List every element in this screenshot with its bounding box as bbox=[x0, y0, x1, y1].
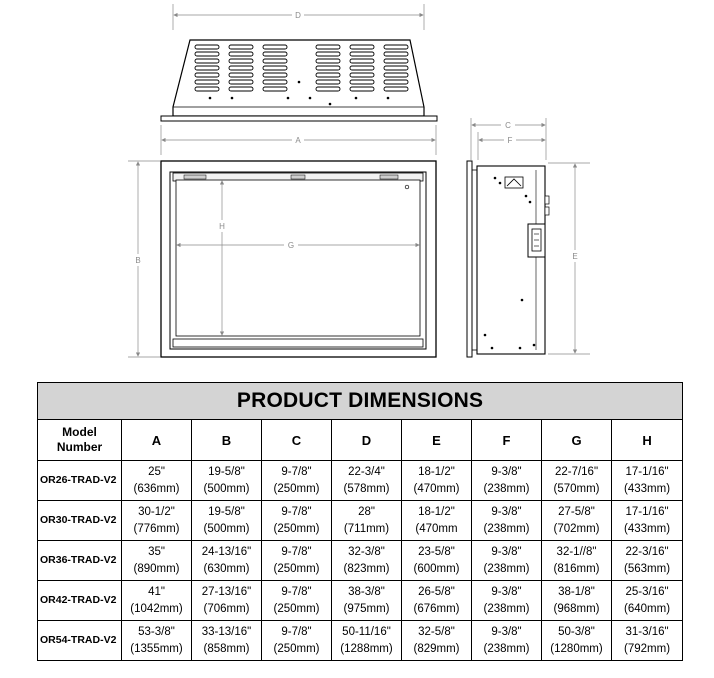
dimension-inches: 9-3/8" bbox=[491, 585, 522, 598]
dimension-cell-a bbox=[122, 581, 192, 621]
dimension-inches: 38-3/8" bbox=[348, 585, 385, 598]
dimension-millimeters: (238mm) bbox=[483, 522, 530, 535]
dimension-inches: 32-5/8" bbox=[418, 625, 455, 638]
dimension-inches: 9-3/8" bbox=[491, 545, 522, 558]
dimension-inches: 32-3/8" bbox=[348, 545, 385, 558]
dimension-inches: 28" bbox=[358, 505, 375, 518]
column-header-c: C bbox=[262, 420, 332, 461]
column-header-d: D bbox=[332, 420, 402, 461]
dimension-label-d: D bbox=[295, 11, 301, 20]
dimension-millimeters: (711mm) bbox=[343, 522, 390, 535]
table-row bbox=[38, 461, 683, 501]
dimension-cell-g bbox=[542, 581, 612, 621]
vent-slot bbox=[195, 80, 219, 84]
dimension-cell-d bbox=[332, 581, 402, 621]
vent-slot bbox=[384, 52, 408, 56]
dimension-inches: 18-1/2" bbox=[418, 465, 455, 478]
dimension-inches: 9-7/8" bbox=[281, 465, 312, 478]
dimension-millimeters: (433mm) bbox=[624, 482, 671, 495]
dimension-cell-c bbox=[262, 581, 332, 621]
dimension-millimeters: (500mm) bbox=[203, 482, 250, 495]
dimension-millimeters: (975mm) bbox=[343, 602, 390, 615]
dimension-cell-b bbox=[192, 621, 262, 661]
vent-slot bbox=[229, 59, 253, 63]
dimension-inches: 32-1//8" bbox=[556, 545, 597, 558]
dimension-label-c: C bbox=[505, 121, 511, 130]
dimension-cell-f bbox=[472, 541, 542, 581]
dimension-inches: 50-11/16" bbox=[342, 625, 391, 638]
dimension-millimeters: (1288mm) bbox=[340, 642, 393, 655]
model-number-cell: OR42-TRAD-V2 bbox=[38, 581, 122, 621]
dimension-millimeters: (1280mm) bbox=[550, 642, 603, 655]
dimension-cell-a bbox=[122, 461, 192, 501]
vent-slot bbox=[263, 52, 287, 56]
dimension-cell-b bbox=[192, 501, 262, 541]
dimension-millimeters: (706mm) bbox=[203, 602, 250, 615]
dimension-inches: 22-7/16" bbox=[554, 465, 599, 478]
vent-slot bbox=[384, 73, 408, 77]
dimension-millimeters: (858mm) bbox=[203, 642, 250, 655]
vent-slot bbox=[316, 87, 340, 91]
dimension-cell-e bbox=[402, 581, 472, 621]
model-number-cell: OR30-TRAD-V2 bbox=[38, 501, 122, 541]
dimension-cell-g bbox=[542, 621, 612, 661]
vent-slot bbox=[384, 59, 408, 63]
dimension-cell-h bbox=[612, 461, 683, 501]
vent-slot bbox=[195, 73, 219, 77]
dimension-millimeters: (1355mm) bbox=[130, 642, 183, 655]
dimension-inches: 27-5/8" bbox=[558, 505, 595, 518]
table-row bbox=[38, 621, 683, 661]
vent-slot bbox=[195, 52, 219, 56]
header-model-line1: Model bbox=[62, 425, 97, 439]
dimension-cell-a bbox=[122, 541, 192, 581]
vent-slot bbox=[350, 87, 374, 91]
dimension-cell-c bbox=[262, 541, 332, 581]
column-header-g: G bbox=[542, 420, 612, 461]
table-body bbox=[38, 461, 683, 661]
dimension-millimeters: (578mm) bbox=[343, 482, 390, 495]
dimension-millimeters: (630mm) bbox=[203, 562, 250, 575]
dimension-millimeters: (570mm) bbox=[553, 482, 600, 495]
dimension-millimeters: (500mm) bbox=[203, 522, 250, 535]
dimension-cell-f bbox=[472, 501, 542, 541]
vent-slot bbox=[195, 59, 219, 63]
vent-slot bbox=[229, 66, 253, 70]
vent-slot bbox=[229, 73, 253, 77]
vent-slot bbox=[263, 45, 287, 49]
column-header-a: A bbox=[122, 420, 192, 461]
vent-slot bbox=[263, 59, 287, 63]
dimension-millimeters: (600mm) bbox=[413, 562, 460, 575]
dimension-inches: 35" bbox=[148, 545, 165, 558]
dimension-cell-g bbox=[542, 541, 612, 581]
dimension-cell-e bbox=[402, 621, 472, 661]
dimension-millimeters: (829mm) bbox=[413, 642, 460, 655]
vent-slot bbox=[263, 73, 287, 77]
dimension-millimeters: (238mm) bbox=[483, 602, 530, 615]
vent-slot bbox=[316, 45, 340, 49]
dimension-cell-b bbox=[192, 541, 262, 581]
vent-slot bbox=[350, 45, 374, 49]
header-model-line2: Number bbox=[56, 440, 103, 454]
dimension-millimeters: (1042mm) bbox=[130, 602, 183, 615]
dimension-inches: 19-5/8" bbox=[208, 465, 245, 478]
top-view-body bbox=[173, 40, 424, 116]
dimension-cell-e bbox=[402, 541, 472, 581]
dimension-label-f: F bbox=[507, 136, 513, 145]
dimension-millimeters: (563mm) bbox=[624, 562, 671, 575]
vent-slot bbox=[316, 52, 340, 56]
dimension-cell-d bbox=[332, 501, 402, 541]
table-header-row bbox=[38, 420, 683, 461]
model-number-cell: OR54-TRAD-V2 bbox=[38, 621, 122, 661]
model-number-cell: OR26-TRAD-V2 bbox=[38, 461, 122, 501]
dimension-label-g: G bbox=[287, 241, 295, 250]
dimension-cell-g bbox=[542, 461, 612, 501]
dimension-inches: 41" bbox=[148, 585, 165, 598]
dimension-millimeters: (702mm) bbox=[553, 522, 600, 535]
dimension-inches: 19-5/8" bbox=[208, 505, 245, 518]
vent-slot bbox=[316, 80, 340, 84]
dimension-millimeters: (823mm) bbox=[343, 562, 390, 575]
vent-slot bbox=[229, 80, 253, 84]
dimension-millimeters: (250mm) bbox=[273, 522, 320, 535]
dimension-inches: 25-3/16" bbox=[625, 585, 669, 598]
dimension-millimeters: (816mm) bbox=[553, 562, 600, 575]
column-header-b: B bbox=[192, 420, 262, 461]
dimension-inches: 33-13/16" bbox=[201, 625, 252, 638]
dimension-cell-a bbox=[122, 501, 192, 541]
vent-slot bbox=[350, 66, 374, 70]
dimension-label-e: E bbox=[572, 252, 578, 261]
vent-slot bbox=[384, 45, 408, 49]
dimension-cell-f bbox=[472, 461, 542, 501]
dimension-inches: 22-3/16" bbox=[625, 545, 669, 558]
dimension-inches: 24-13/16" bbox=[201, 545, 252, 558]
table-title: PRODUCT DIMENSIONS bbox=[38, 383, 683, 420]
dimension-millimeters: (250mm) bbox=[273, 482, 320, 495]
table-row bbox=[38, 501, 683, 541]
dimension-inches: 9-7/8" bbox=[281, 625, 312, 638]
dimension-cell-b bbox=[192, 461, 262, 501]
column-header-h: H bbox=[612, 420, 683, 461]
dimension-millimeters: (968mm) bbox=[553, 602, 600, 615]
dimension-cell-h bbox=[612, 541, 683, 581]
column-header-e: E bbox=[402, 420, 472, 461]
dimension-cell-b bbox=[192, 581, 262, 621]
vent-slot bbox=[195, 66, 219, 70]
dimension-cell-g bbox=[542, 501, 612, 541]
dimension-cell-c bbox=[262, 621, 332, 661]
dimension-millimeters: (238mm) bbox=[483, 562, 530, 575]
dimension-inches: 23-5/8" bbox=[418, 545, 455, 558]
vent-slot bbox=[229, 87, 253, 91]
dimension-inches: 9-3/8" bbox=[491, 505, 522, 518]
dimension-cell-d bbox=[332, 541, 402, 581]
dimension-millimeters: (238mm) bbox=[483, 482, 530, 495]
vent-slot bbox=[195, 45, 219, 49]
dimension-cell-d bbox=[332, 621, 402, 661]
dimension-inches: 9-3/8" bbox=[491, 625, 522, 638]
dimension-cell-d bbox=[332, 461, 402, 501]
dimension-cell-e bbox=[402, 461, 472, 501]
vent-slot bbox=[263, 80, 287, 84]
vent-slot bbox=[350, 52, 374, 56]
dimension-millimeters: (890mm) bbox=[133, 562, 180, 575]
dimension-millimeters: (250mm) bbox=[273, 642, 320, 655]
dimension-inches: 9-7/8" bbox=[281, 545, 312, 558]
dimension-inches: 38-1/8" bbox=[558, 585, 595, 598]
vent-slot bbox=[350, 80, 374, 84]
side-view-drawing bbox=[467, 118, 590, 357]
vent-slot bbox=[350, 59, 374, 63]
dimension-cell-c bbox=[262, 461, 332, 501]
table-row bbox=[38, 541, 683, 581]
vent-slot bbox=[384, 80, 408, 84]
dimension-inches: 17-1/16" bbox=[625, 465, 669, 478]
product-dimensions-table bbox=[37, 382, 683, 661]
dimension-millimeters: (640mm) bbox=[624, 602, 671, 615]
dimension-inches: 30-1/2" bbox=[138, 505, 175, 518]
header-model-number bbox=[38, 420, 122, 461]
dimension-inches: 22-3/4" bbox=[348, 465, 385, 478]
dimension-inches: 25" bbox=[148, 465, 165, 478]
vent-slot bbox=[263, 66, 287, 70]
dimension-cell-f bbox=[472, 581, 542, 621]
dimension-millimeters: (636mm) bbox=[133, 482, 180, 495]
dimension-inches: 17-1/16" bbox=[625, 505, 669, 518]
dimension-inches: 9-7/8" bbox=[281, 505, 312, 518]
dimension-millimeters: (470mm bbox=[415, 522, 458, 535]
vent-slot bbox=[316, 66, 340, 70]
table-row bbox=[38, 581, 683, 621]
vent-slot bbox=[195, 87, 219, 91]
vent-slot bbox=[384, 66, 408, 70]
dimension-inches: 53-3/8" bbox=[138, 625, 175, 638]
dimension-cell-e bbox=[402, 501, 472, 541]
dimension-millimeters: (792mm) bbox=[624, 642, 671, 655]
dimension-millimeters: (238mm) bbox=[483, 642, 530, 655]
dimension-inches: 31-3/16" bbox=[625, 625, 669, 638]
vent-slot bbox=[229, 45, 253, 49]
side-body bbox=[477, 166, 545, 354]
dimension-inches: 27-13/16" bbox=[201, 585, 252, 598]
dimension-inches: 26-5/8" bbox=[418, 585, 455, 598]
dimension-label-b: B bbox=[135, 256, 141, 265]
vent-slot bbox=[229, 52, 253, 56]
dimension-cell-h bbox=[612, 621, 683, 661]
dimension-millimeters: (250mm) bbox=[273, 562, 320, 575]
dimension-label-a: A bbox=[295, 136, 301, 145]
front-view-drawing bbox=[128, 125, 436, 357]
model-number-cell: OR36-TRAD-V2 bbox=[38, 541, 122, 581]
side-front-frame bbox=[467, 161, 472, 357]
dimension-inches: 9-3/8" bbox=[491, 465, 522, 478]
dimension-inches: 18-1/2" bbox=[418, 505, 455, 518]
dimension-inches: 50-3/8" bbox=[558, 625, 595, 638]
dimension-cell-f bbox=[472, 621, 542, 661]
dimension-millimeters: (433mm) bbox=[624, 522, 671, 535]
vent-slot bbox=[316, 59, 340, 63]
dimension-cell-a bbox=[122, 621, 192, 661]
dimension-millimeters: (250mm) bbox=[273, 602, 320, 615]
dimension-millimeters: (470mm) bbox=[413, 482, 460, 495]
vent-slot bbox=[263, 87, 287, 91]
vent-slot bbox=[384, 87, 408, 91]
dimension-cell-h bbox=[612, 581, 683, 621]
dimension-millimeters: (776mm) bbox=[133, 522, 180, 535]
dimension-millimeters: (676mm) bbox=[413, 602, 460, 615]
vent-slot bbox=[350, 73, 374, 77]
dimension-label-h: H bbox=[219, 222, 225, 231]
top-view-drawing bbox=[161, 4, 437, 121]
dimension-cell-c bbox=[262, 501, 332, 541]
dimension-inches: 9-7/8" bbox=[281, 585, 312, 598]
dimension-cell-h bbox=[612, 501, 683, 541]
vent-slot bbox=[316, 73, 340, 77]
column-header-f: F bbox=[472, 420, 542, 461]
